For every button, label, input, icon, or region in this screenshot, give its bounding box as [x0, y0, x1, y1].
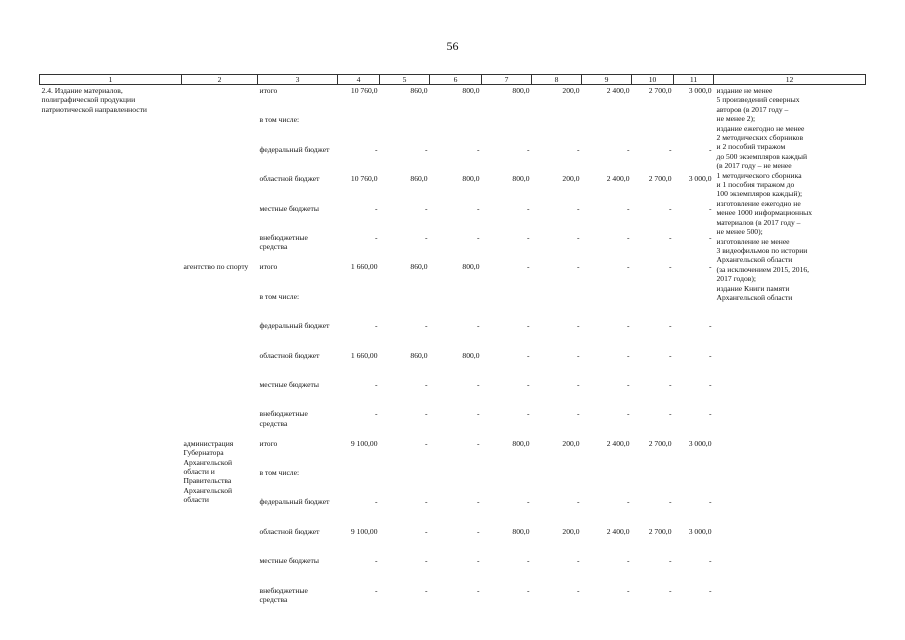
amount-cell	[582, 467, 632, 496]
amount-cell: -	[526, 497, 530, 507]
amount-cell: 10 760,0	[350, 174, 378, 184]
column-number: 5	[380, 75, 430, 85]
amount-cell: -	[476, 556, 480, 566]
amount-cell: -	[576, 585, 580, 595]
amount-cell: 200,0	[562, 86, 580, 95]
amount-cell: 200,0	[562, 438, 580, 448]
amount-cell	[582, 291, 632, 320]
amount-cell	[338, 114, 380, 143]
amount-cell: 3 000,0	[688, 86, 712, 95]
amount-cell: -	[626, 144, 630, 154]
amount-cell: 860,0	[410, 86, 428, 95]
amount-cell: 3 000,0	[688, 174, 712, 184]
amount-cell: -	[576, 409, 580, 419]
amount-cell	[632, 291, 674, 320]
amount-cell: -	[374, 321, 378, 331]
program-table	[39, 74, 866, 614]
amount-cell: -	[668, 144, 672, 154]
column-number: 4	[338, 75, 380, 85]
amount-cell: -	[526, 350, 530, 360]
amount-cell: 3 000,0	[688, 438, 712, 448]
amount-cell: -	[708, 497, 712, 507]
amount-cell: -	[476, 585, 480, 595]
amount-cell: -	[374, 497, 378, 507]
amount-cell: 1 660,00	[350, 262, 378, 272]
amount-cell: -	[476, 321, 480, 331]
funding-source-cell: внебюджетные средства	[259, 585, 308, 604]
amount-cell: 2 700,0	[648, 526, 672, 536]
amount-cell: -	[708, 232, 712, 242]
column-number: 11	[674, 75, 714, 85]
page-number: 56	[446, 39, 459, 53]
executor-cell: администрация Губернатора Архангельской области и Правительства Архангельской области	[183, 438, 234, 505]
table-body	[40, 85, 866, 615]
amount-cell: 860,0	[410, 174, 428, 184]
amount-cell: -	[424, 203, 428, 213]
amount-cell: -	[374, 203, 378, 213]
amount-cell: -	[668, 321, 672, 331]
amount-cell: 2 400,0	[606, 438, 630, 448]
amount-cell: 800,0	[512, 174, 530, 184]
amount-cell: -	[576, 232, 580, 242]
amount-cell: -	[424, 556, 428, 566]
amount-cell: 860,0	[410, 350, 428, 360]
amount-cell: -	[526, 144, 530, 154]
amount-cell: -	[668, 497, 672, 507]
amount-cell	[430, 291, 482, 320]
amount-cell: -	[374, 232, 378, 242]
funding-source-cell: областной бюджет	[259, 526, 320, 536]
funding-source-cell: местные бюджеты	[259, 203, 319, 213]
table-row	[40, 85, 866, 115]
amount-cell	[380, 467, 430, 496]
amount-cell: -	[526, 262, 530, 272]
funding-source-cell: федеральный бюджет	[259, 144, 330, 154]
amount-cell: 200,0	[562, 174, 580, 184]
column-number: 8	[532, 75, 582, 85]
funding-source-cell: областной бюджет	[259, 350, 320, 360]
funding-source-cell: федеральный бюджет	[259, 497, 330, 507]
amount-cell: -	[668, 262, 672, 272]
amount-cell: -	[708, 585, 712, 595]
amount-cell: -	[668, 409, 672, 419]
amount-cell	[430, 467, 482, 496]
amount-cell: -	[626, 556, 630, 566]
amount-cell: -	[626, 321, 630, 331]
amount-cell: 2 400,0	[606, 86, 630, 95]
amount-cell: -	[424, 497, 428, 507]
amount-cell	[482, 291, 532, 320]
amount-cell: 800,0	[512, 86, 530, 95]
amount-cell: -	[476, 232, 480, 242]
amount-cell: -	[476, 409, 480, 419]
amount-cell: -	[708, 409, 712, 419]
column-number: 10	[632, 75, 674, 85]
amount-cell: -	[668, 379, 672, 389]
amount-cell: -	[424, 438, 428, 448]
amount-cell: -	[708, 144, 712, 154]
amount-cell: -	[476, 203, 480, 213]
amount-cell: 2 400,0	[606, 174, 630, 184]
amount-cell: -	[626, 203, 630, 213]
amount-cell	[430, 114, 482, 143]
amount-cell: -	[576, 203, 580, 213]
funding-source-cell: в том числе:	[259, 291, 300, 301]
amount-cell	[338, 291, 380, 320]
amount-cell: 800,0	[462, 174, 480, 184]
amount-cell: 2 400,0	[606, 526, 630, 536]
funding-source-cell: внебюджетные средства	[259, 232, 308, 252]
executor-cell	[182, 85, 258, 262]
amount-cell: -	[476, 526, 480, 536]
amount-cell: -	[576, 144, 580, 154]
amount-cell: -	[668, 556, 672, 566]
amount-cell: -	[626, 497, 630, 507]
amount-cell: -	[668, 350, 672, 360]
amount-cell: -	[708, 262, 712, 272]
amount-cell: 2 700,0	[648, 86, 672, 95]
amount-cell: -	[424, 379, 428, 389]
amount-cell: 3 000,0	[688, 526, 712, 536]
column-number: 9	[582, 75, 632, 85]
column-number: 1	[40, 75, 182, 85]
amount-cell	[380, 114, 430, 143]
amount-cell: -	[708, 379, 712, 389]
funding-source-cell: в том числе:	[259, 468, 300, 478]
amount-cell: 860,0	[410, 262, 428, 272]
amount-cell: -	[626, 262, 630, 272]
funding-source-cell: областной бюджет	[259, 174, 320, 184]
amount-cell	[532, 114, 582, 143]
funding-source-cell: федеральный бюджет	[259, 321, 330, 331]
column-numbers-row	[40, 75, 866, 85]
amount-cell	[632, 114, 674, 143]
amount-cell: -	[626, 585, 630, 595]
amount-cell: -	[526, 203, 530, 213]
amount-cell: -	[626, 409, 630, 419]
amount-cell: -	[576, 556, 580, 566]
executor-cell: агентство по спорту	[183, 262, 249, 272]
amount-cell: -	[668, 585, 672, 595]
amount-cell: 800,0	[512, 438, 530, 448]
amount-cell	[482, 467, 532, 496]
amount-cell: -	[424, 321, 428, 331]
amount-cell: -	[424, 232, 428, 242]
amount-cell	[674, 467, 714, 496]
column-number: 7	[482, 75, 532, 85]
amount-cell: -	[374, 379, 378, 389]
amount-cell: -	[708, 321, 712, 331]
amount-cell: 200,0	[562, 526, 580, 536]
amount-cell: 10 760,0	[350, 86, 378, 95]
amount-cell	[674, 114, 714, 143]
amount-cell: -	[576, 350, 580, 360]
column-number: 6	[430, 75, 482, 85]
column-number: 2	[182, 75, 258, 85]
amount-cell	[338, 467, 380, 496]
funding-source-cell: внебюджетные средства	[259, 409, 308, 428]
amount-cell	[674, 291, 714, 320]
amount-cell: -	[526, 409, 530, 419]
amount-cell: 800,0	[462, 350, 480, 360]
amount-cell: -	[576, 262, 580, 272]
funding-source-cell: итого	[259, 86, 278, 95]
amount-cell: -	[374, 409, 378, 419]
amount-cell: -	[526, 232, 530, 242]
funding-source-cell: местные бюджеты	[259, 379, 319, 389]
amount-cell	[532, 291, 582, 320]
amount-cell: -	[708, 556, 712, 566]
amount-cell: 2 700,0	[648, 438, 672, 448]
column-number: 12	[714, 75, 866, 85]
amount-cell	[582, 114, 632, 143]
amount-cell: 800,0	[512, 526, 530, 536]
amount-cell: -	[424, 409, 428, 419]
amount-cell: 9 100,00	[350, 526, 378, 536]
amount-cell: -	[626, 350, 630, 360]
amount-cell	[632, 467, 674, 496]
column-number: 3	[258, 75, 338, 85]
expected-results-cell: издание не менее 5 произведений северных авторов (в 2017 году – не менее 2); издание ежегодно не менее 2 методических сборников и 2 пособий тиражом до 500 экземпляров каждый (в 2017 году – не менее 1 методического сборника и 1 пособия тиражом до 100 экземпляров каждый); изготовление ежегодно не менее 1000 информационных материалов (в 2017 году – не менее 500); изготовление не менее 3 видеофильмов по истории Архангельской области (за исключением 2015, 2016, 2017 годов); издание Книги памяти Архангельской области	[716, 86, 813, 302]
amount-cell: -	[668, 203, 672, 213]
funding-source-cell: в том числе:	[259, 115, 300, 125]
amount-cell: -	[708, 350, 712, 360]
amount-cell: -	[626, 232, 630, 242]
amount-cell	[380, 291, 430, 320]
measure-title-cell: 2.4. Издание материалов, полиграфической продукции патриотической направленности	[41, 86, 147, 114]
amount-cell: 9 100,00	[350, 438, 378, 448]
funding-source-cell: итого	[259, 438, 278, 448]
amount-cell: 2 700,0	[648, 174, 672, 184]
amount-cell: -	[626, 379, 630, 389]
amount-cell: -	[424, 144, 428, 154]
amount-cell: -	[526, 321, 530, 331]
amount-cell	[482, 114, 532, 143]
amount-cell: -	[424, 585, 428, 595]
amount-cell: -	[526, 379, 530, 389]
amount-cell: -	[576, 379, 580, 389]
funding-source-cell: итого	[259, 262, 278, 272]
amount-cell: -	[526, 585, 530, 595]
amount-cell: -	[576, 497, 580, 507]
amount-cell: -	[476, 438, 480, 448]
amount-cell: 800,0	[462, 86, 480, 95]
amount-cell: -	[708, 203, 712, 213]
amount-cell: -	[374, 585, 378, 595]
amount-cell: 800,0	[462, 262, 480, 272]
amount-cell: -	[374, 144, 378, 154]
amount-cell: -	[576, 321, 580, 331]
amount-cell: -	[476, 144, 480, 154]
amount-cell: -	[526, 556, 530, 566]
amount-cell: -	[476, 379, 480, 389]
amount-cell: -	[424, 526, 428, 536]
amount-cell: -	[668, 232, 672, 242]
amount-cell: 1 660,00	[350, 350, 378, 360]
amount-cell: -	[374, 556, 378, 566]
amount-cell: -	[476, 497, 480, 507]
amount-cell	[532, 467, 582, 496]
funding-source-cell: местные бюджеты	[259, 556, 319, 566]
